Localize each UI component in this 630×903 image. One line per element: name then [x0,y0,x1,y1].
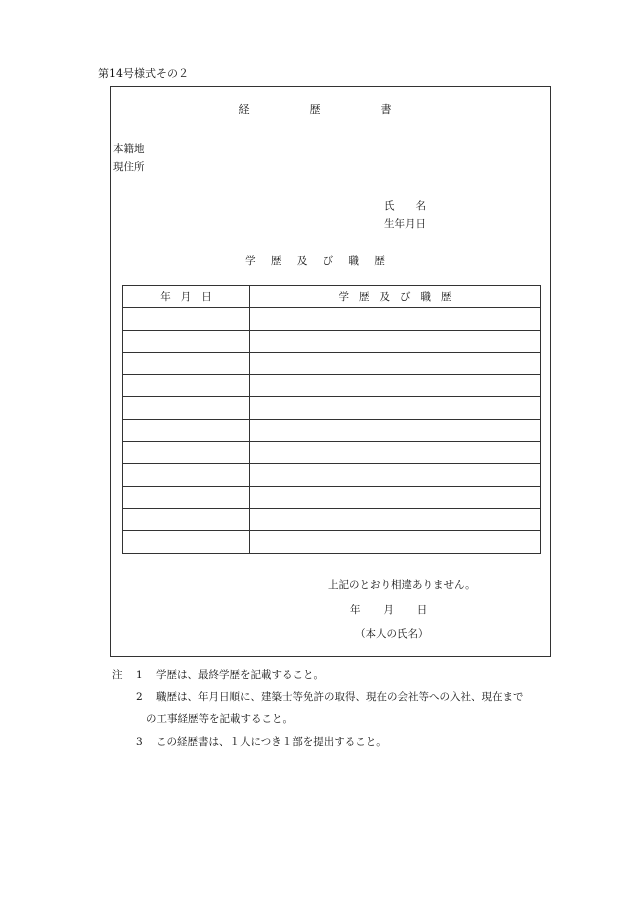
history-table-body [123,308,541,553]
column-header-date [123,286,250,308]
history-cell[interactable] [250,397,541,419]
heading-char: 学 [245,255,256,267]
date-char: 年 [350,604,361,616]
heading-char: 職 [348,255,360,267]
date-cell[interactable] [123,508,250,530]
date-cell[interactable] [123,308,250,330]
note-number: 3 [136,736,143,748]
declaration-text: 上記のとおり相違ありません。 [328,579,476,591]
heading-char: 及 [296,255,308,267]
table-row [123,397,541,419]
history-cell[interactable] [250,508,541,530]
date-char: 月 [383,604,394,616]
title-char: 経 [238,103,250,116]
title-char: 書 [380,103,392,116]
field-label-name: 氏 名 [384,200,426,212]
table-row [123,486,541,508]
date-cell[interactable] [123,464,250,486]
table-row [123,352,541,374]
history-cell[interactable] [250,352,541,374]
history-section-heading [0,256,630,267]
header-char: 月 [180,291,192,304]
heading-char: び [322,255,334,267]
date-cell[interactable] [123,531,250,553]
field-label-address: 現住所 [113,161,145,173]
history-table [122,285,541,554]
header-char: 学 [338,291,349,304]
form-number-label: 第14号様式その２ [98,67,189,80]
date-cell[interactable] [123,330,250,352]
header-char: 及 [379,291,390,304]
column-header-history [250,286,541,308]
table-row [123,531,541,553]
header-char: 年 [160,291,171,304]
table-row [123,464,541,486]
note-number: 1 [136,669,143,681]
history-cell[interactable] [250,330,541,352]
history-cell[interactable] [250,442,541,464]
header-char: び [400,291,411,304]
table-row [123,442,541,464]
header-char: 職 [420,291,431,304]
note-text: 学歴は、最終学歴を記載すること。 [156,669,324,681]
field-label-birthdate: 生年月日 [384,218,426,230]
title-char: 歴 [309,103,321,116]
signature-label: （本人の氏名） [355,628,429,640]
history-cell[interactable] [250,464,541,486]
note-text-continued: の工事経歴等を記載すること。 [146,713,293,725]
date-cell[interactable] [123,486,250,508]
date-cell[interactable] [123,375,250,397]
history-cell[interactable] [250,419,541,441]
document-title [0,104,630,115]
header-char: 歴 [441,291,452,304]
notes-label: 注 [112,669,123,681]
history-cell[interactable] [250,375,541,397]
declaration-date [350,605,447,616]
date-cell[interactable] [123,442,250,464]
date-cell[interactable] [123,397,250,419]
field-label-honseki: 本籍地 [113,143,145,155]
note-text: この経歴書は、１人につき１部を提出すること。 [156,736,387,748]
history-cell[interactable] [250,486,541,508]
table-row [123,308,541,330]
history-cell[interactable] [250,531,541,553]
table-header-row [123,286,541,308]
table-row [123,330,541,352]
note-number: 2 [136,691,143,703]
table-row [123,419,541,441]
heading-char: 歴 [374,255,385,267]
note-text: 職歴は、年月日順に、建築士等免許の取得、現在の会社等への入社、現在まで [156,691,524,703]
date-cell[interactable] [123,352,250,374]
date-char: 日 [416,604,428,616]
header-char: 日 [201,291,212,304]
table-row [123,508,541,530]
history-cell[interactable] [250,308,541,330]
table-row [123,375,541,397]
date-cell[interactable] [123,419,250,441]
header-char: 歴 [359,291,370,304]
heading-char: 歴 [270,255,282,267]
